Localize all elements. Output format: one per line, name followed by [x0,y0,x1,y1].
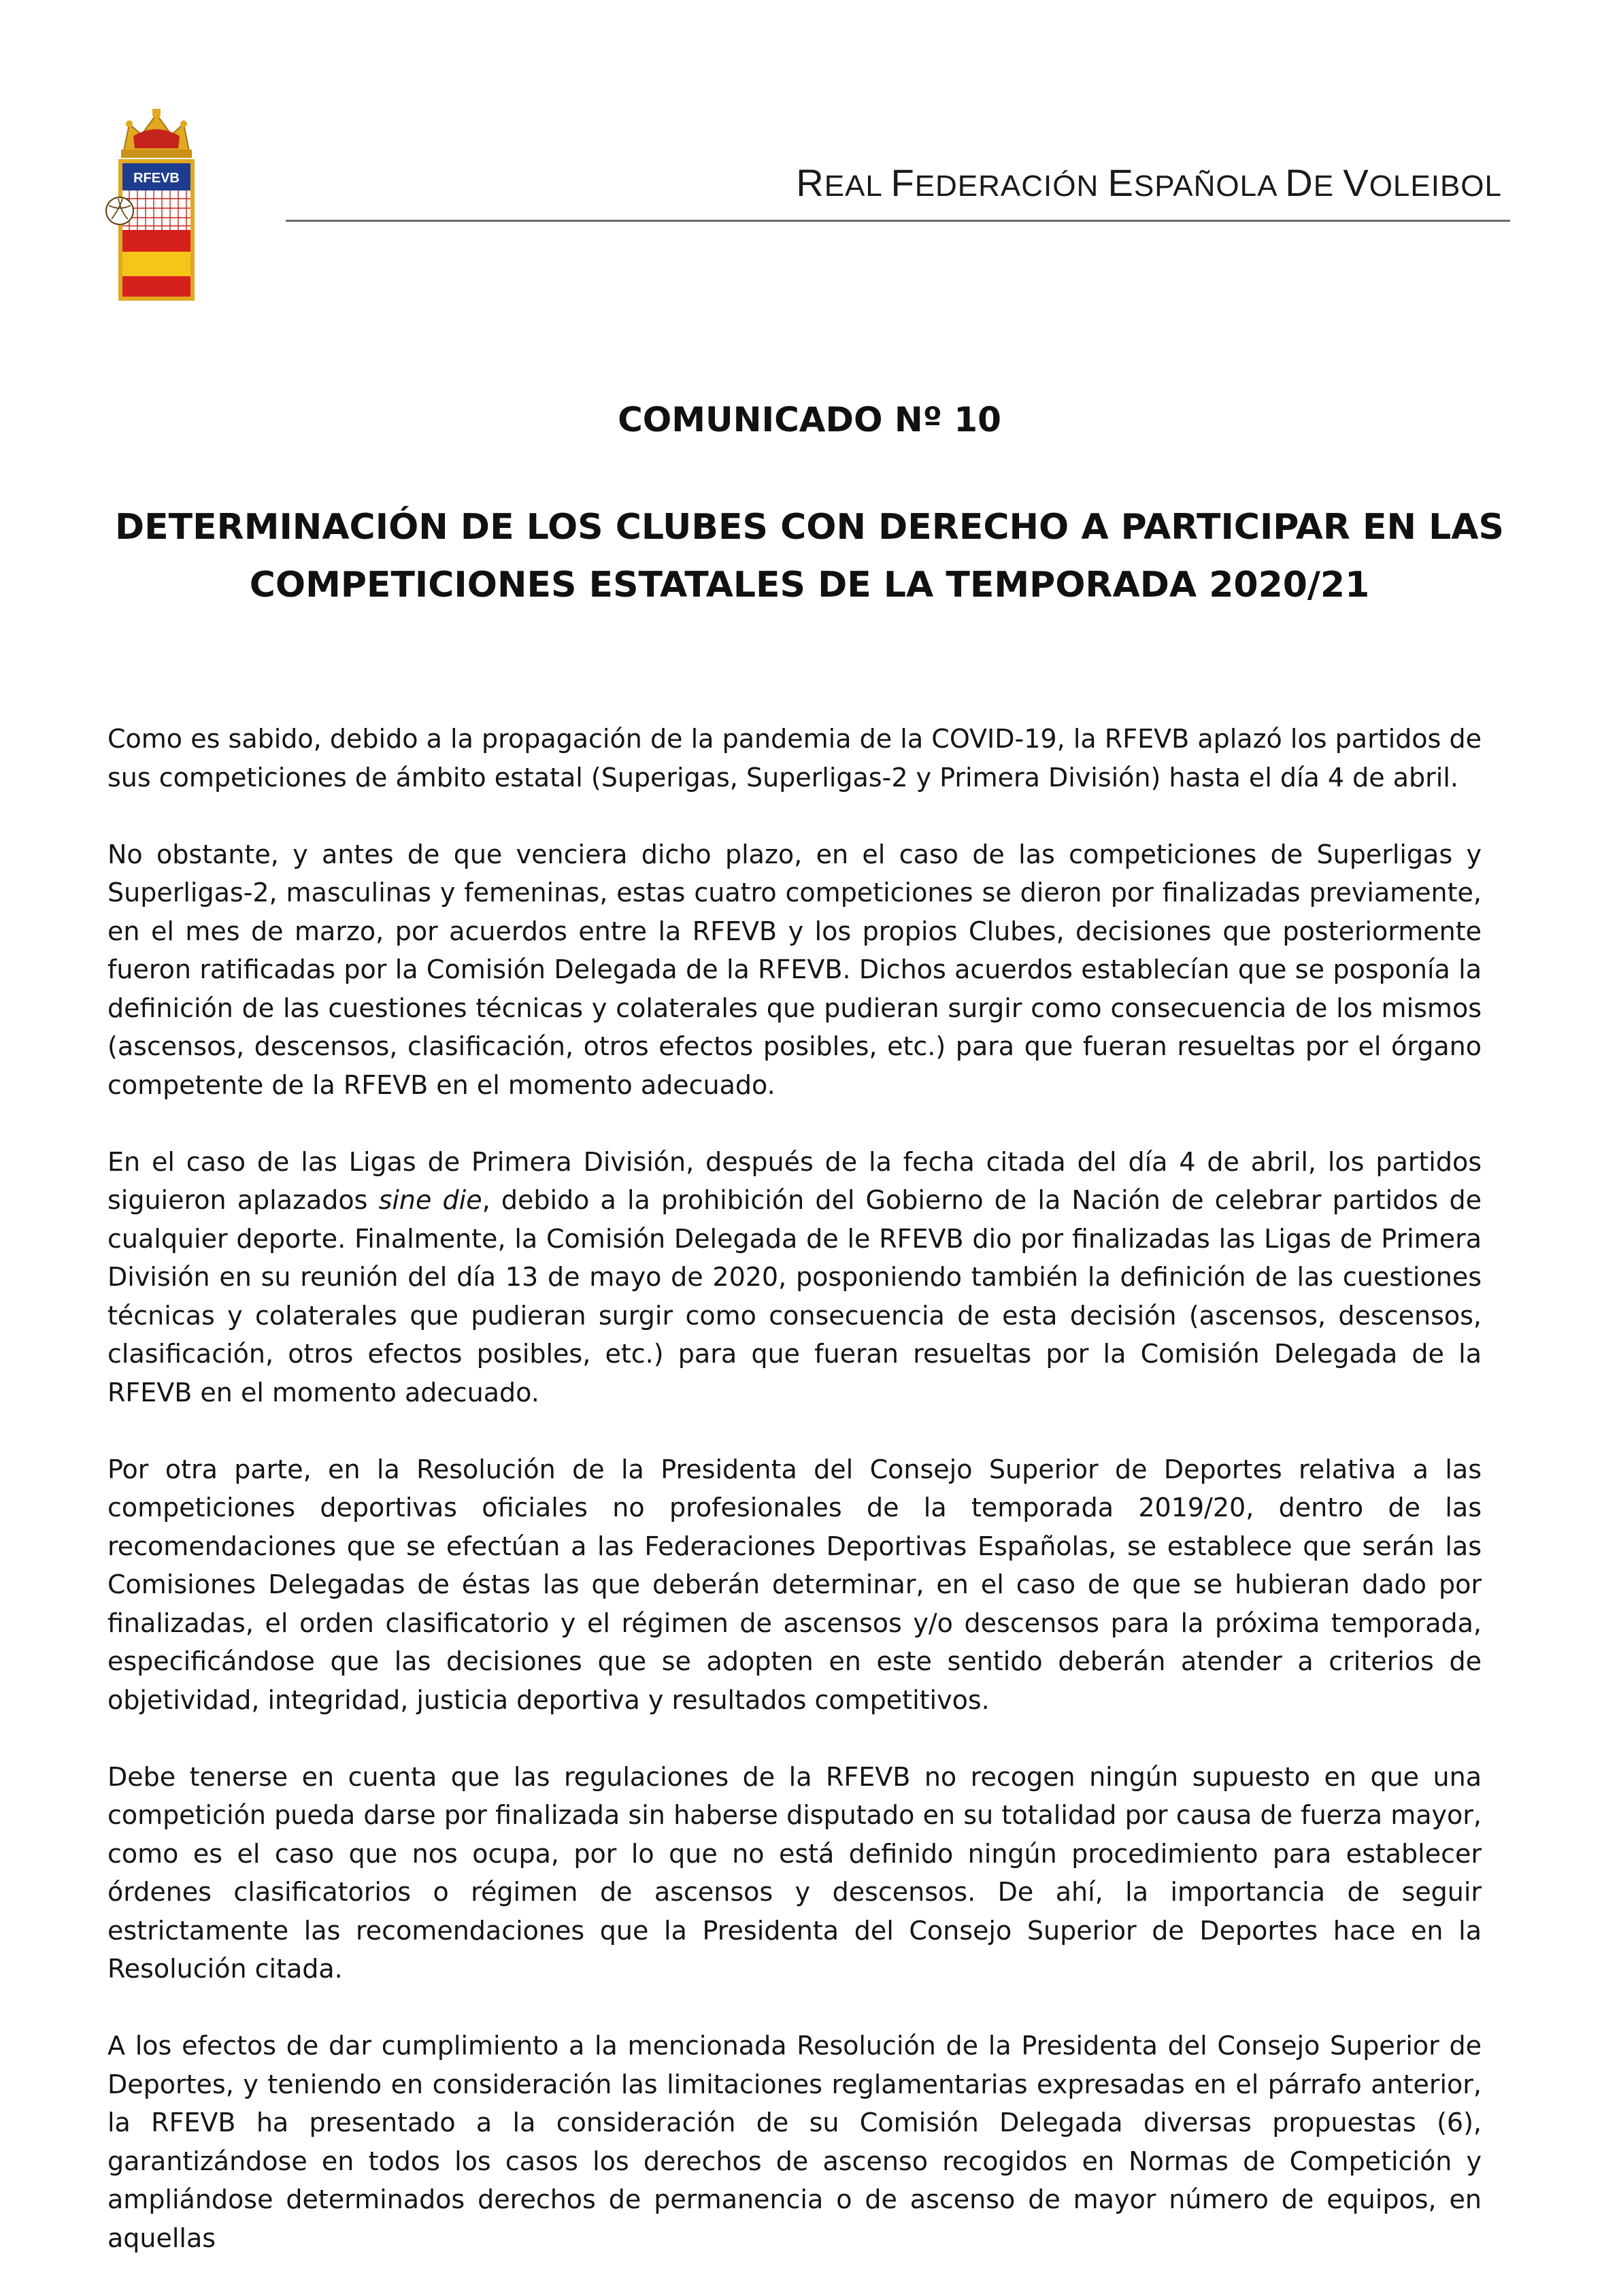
paragraph-6: A los efectos de dar cumplimiento a la mencionada Resolución de la Presidenta del Consejo Superior de Deportes, y teniendo en consideración las limitaciones reglamentarias expresadas en el párrafo anterior, la RFEVB ha presentado a la consideración de su Comisión Delegada diversas propuestas (6), garantizándose en todos los casos los derechos de ascenso recogidos en Normas de Competición y ampliándose determinados derechos de permanencia o de ascenso de mayor número de equipos, en aquellas [107,2031,1482,2253]
paragraph-5: Debe tenerse en cuenta que las regulaciones de la RFEVB no recogen ningún supuesto en que una competición pueda darse por finalizada sin haberse disputado en su totalidad por causa de fuerza mayor, como es el caso que nos ocupa, por lo que no está definido ningún procedimiento para establecer órdenes clasificatorios o régimen de ascensos y descensos. De ahí, la importancia de seguir estrictamente las recomendaciones que la Presidenta del Consejo Superior de Deportes hace en la Resolución citada. [107,1761,1482,1984]
header-divider [286,220,1510,222]
logo-rfevb-text: RFEVB [133,171,180,186]
sine-die-emphasis: sine die [378,1185,482,1215]
document-body [107,720,1482,2296]
title-line-2: COMPETICIONES ESTATALES DE LA TEMPORADA 2020/21 [249,565,1370,605]
rfevb-logo [102,109,211,303]
paragraph-3: En el caso de las Ligas de Primera División, después de la fecha citada del día 4 de abril, los partidos siguieron aplazados sine die, debido a la prohibición del Gobierno de la Nación de celebrar partidos de cualquier deporte. Finalmente, la Comisión Delegada de le RFEVB dio por finalizadas las Ligas de Primera División en su reunión del día 13 de mayo de 2020, posponiendo también la definición de las cuestiones técnicas y colaterales que pudieran surgir como consecuencia de esta decisión (ascensos, descensos, clasificación, otros efectos posibles, etc.) para que fueran resueltas por la Comisión Delegada de la RFEVB en el momento adecuado. [107,1146,1482,1408]
document-title [82,499,1537,614]
organization-name: REAL FEDERACIÓN ESPAÑOLA DE VOLEIBOL [796,161,1502,204]
paragraph-2: No obstante, y antes de que venciera dicho plazo, en el caso de las competiciones de Superligas y Superligas-2, masculinas y femeninas, estas cuatro competiciones se dieron por finalizadas previamente, en el mes de marzo, por acuerdos entre la RFEVB y los propios Clubes, decisiones que posteriormente fueron ratificadas por la Comisión Delegada de la RFEVB. Dichos acuerdos establecían que se posponía la definición de las cuestiones técnicas y colaterales que pudieran surgir como consecuencia de los mismos (ascensos, descensos, clasificación, otros efectos posibles, etc.) para que fueran resueltas por el órgano competente de la RFEVB en el momento adecuado. [107,839,1482,1100]
rfevb-crest-icon [102,109,211,303]
paragraph-1: Como es sabido, debido a la propagación de la pandemia de la COVID-19, la RFEVB aplazó los partidos de sus competiciones de ámbito estatal (Superigas, Superligas-2 y Primera División) hasta el día 4 de abril. [107,724,1482,793]
title-line-1: DETERMINACIÓN DE LOS CLUBES CON DERECHO A PARTICIPAR EN LAS [114,507,1504,548]
comunicado-number: COMUNICADO Nº 10 [618,400,1001,439]
paragraph-4: Por otra parte, en la Resolución de la Presidenta del Consejo Superior de Deportes relativa a las competiciones deportivas oficiales no profesionales de la temporada 2019/20, dentro de las recomendaciones que se efectúan a las Federaciones Deportivas Españolas, se establece que serán las Comisiones Delegadas de éstas las que deberán determinar, en el caso de que se hubieran dado por finalizadas, el orden clasificatorio y el régimen de ascensos y/o descensos para la próxima temporada, especificándose que las decisiones que se adopten en este sentido deberán atender a criterios de objetividad, integridad, justicia deportiva y resultados competitivos. [107,1454,1482,1715]
